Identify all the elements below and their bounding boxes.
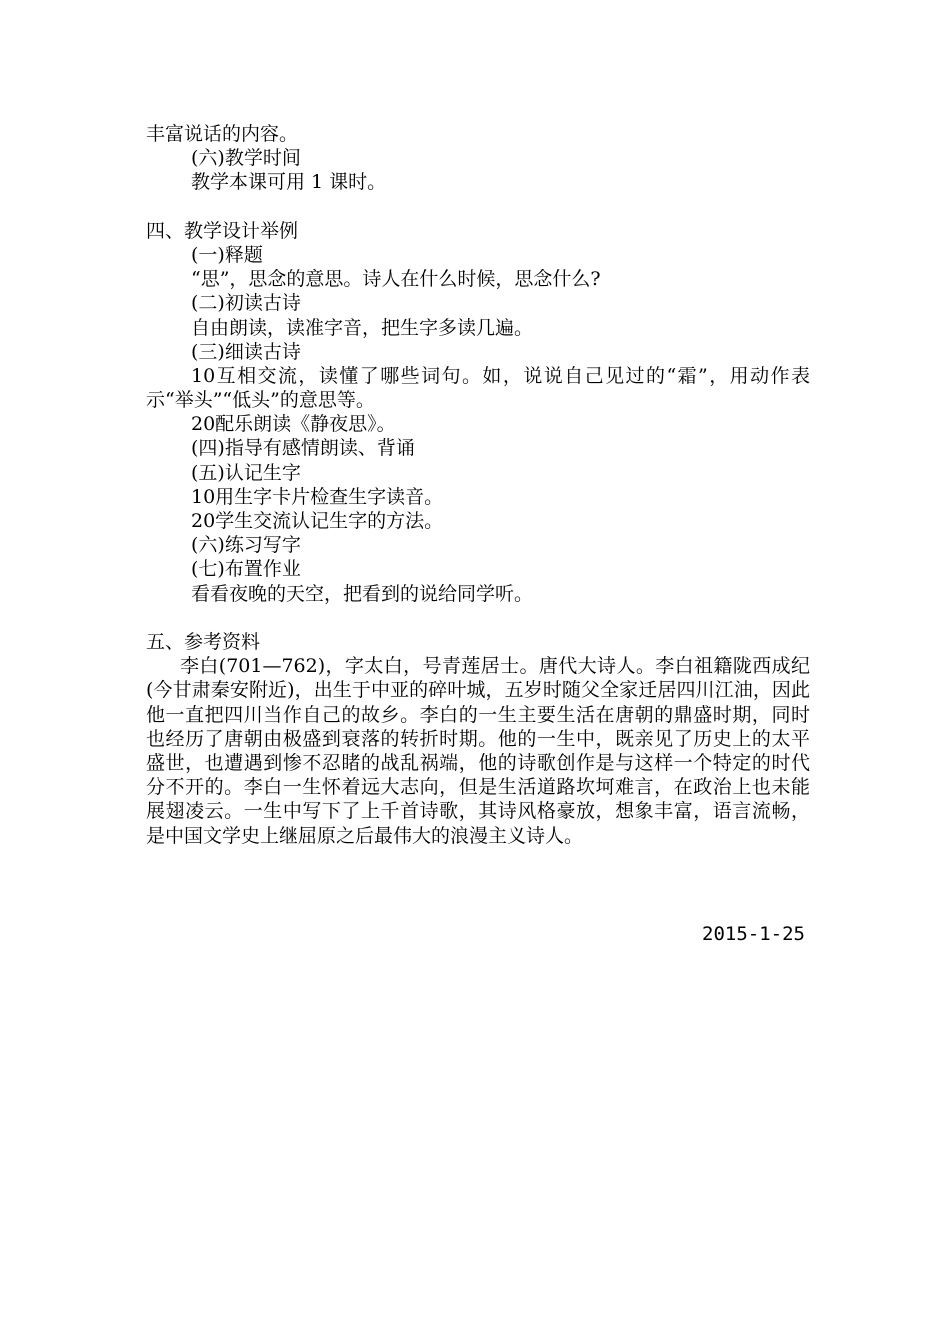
document-date: 2015-1-25 <box>702 923 805 945</box>
section-4-heading: 四、教学设计举例 <box>146 219 299 242</box>
section-4-7-title: (七)布置作业 <box>191 558 301 581</box>
continuation-line: 丰富说话的内容。 <box>146 123 299 145</box>
section-4-3-title: (三)细读古诗 <box>191 340 301 363</box>
section-4-1-body: “思”，思念的意思。诗人在什么时候，思念什么? <box>191 268 601 291</box>
section-3-6-body: 教学本课可用 1 课时。 <box>191 171 387 194</box>
section-4-5-paragraph-2: 20学生交流认记生字的方法。 <box>191 510 444 533</box>
section-4-4-title: (四)指导有感情朗读、背诵 <box>191 437 415 460</box>
section-4-3-paragraph-1: 10互相交流，读懂了哪些词句。如，说说自己见过的“霜”，用动作表示“举头”“低头”的意思等。 <box>146 364 810 412</box>
document-body <box>146 122 810 848</box>
section-4-2-title: (二)初读古诗 <box>191 292 301 315</box>
section-4-1-title: (一)释题 <box>191 243 263 266</box>
section-4-5-title: (五)认记生字 <box>191 461 301 484</box>
section-4-3-paragraph-2: 20配乐朗读《静夜思》。 <box>191 413 396 436</box>
section-5-heading: 五、参考资料 <box>146 630 261 653</box>
section-3-6-title: (六)教学时间 <box>191 147 301 170</box>
section-4-2-body: 自由朗读，读准字音，把生字多读几遍。 <box>191 316 534 339</box>
section-4-7-body: 看看夜晚的天空，把看到的说给同学听。 <box>191 582 534 605</box>
section-5-body: 李白(701—762)，字太白，号青莲居士。唐代大诗人。李白祖籍陇西成纪(今甘肃秦安附近)，出生于中亚的碎叶城，五岁时随父全家迁居四川江油，因此他一直把四川当作自己的故乡。李白的一生主要生活在唐朝的鼎盛时期，同时也经历了唐朝由极盛到衰落的转折时期。他的一生中，既亲见了历史上的太平盛世，也遭遇到惨不忍睹的战乱祸端，他的诗歌创作是与这样一个特定的时代分不开的。李白一生怀着远大志向，但是生活道路坎坷难言，在政治上也未能展翅凌云。一生中写下了上千首诗歌，其诗风格豪放，想象丰富，语言流畅，是中国文学史上继屈原之后最伟大的浪漫主义诗人。 <box>146 655 810 847</box>
spacer <box>146 195 810 219</box>
section-4-6-title: (六)练习写字 <box>191 534 301 557</box>
spacer <box>146 606 810 630</box>
section-4-5-paragraph-1: 10用生字卡片检查生字读音。 <box>191 485 444 508</box>
